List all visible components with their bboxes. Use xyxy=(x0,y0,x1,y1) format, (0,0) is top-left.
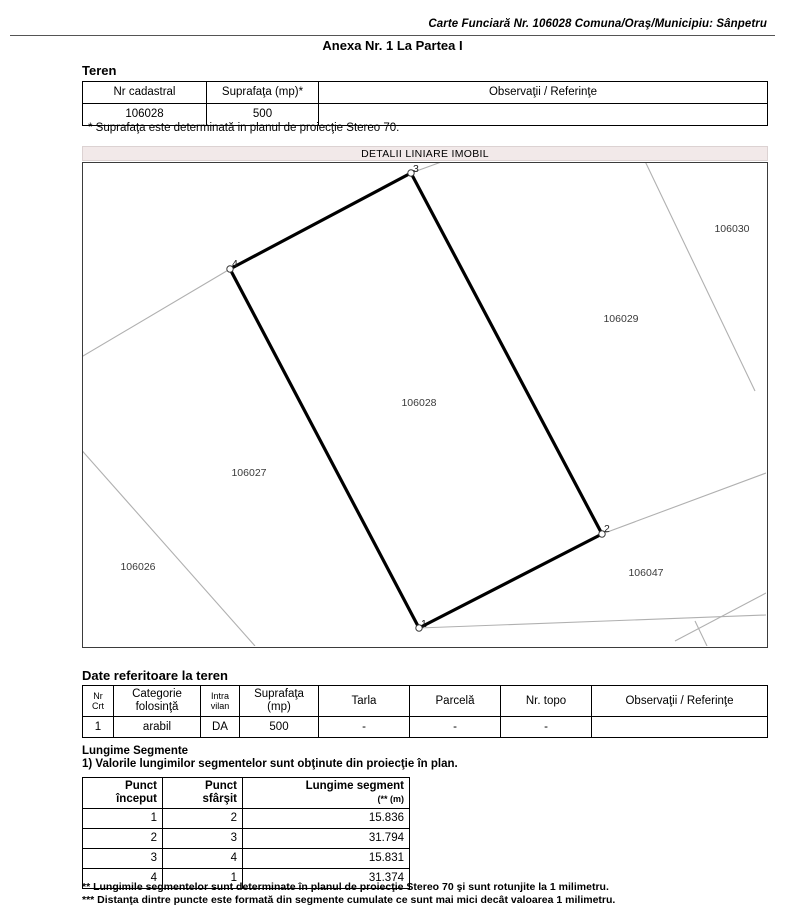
page-title: Anexa Nr. 1 La Partea I xyxy=(322,38,463,53)
col-punct-inceput-line1: Punct xyxy=(125,780,157,792)
col-categorie-line2: folosinţă xyxy=(135,701,179,714)
cell-punct-sfarsit: 4 xyxy=(163,849,243,869)
col-punct-sfarsit-line2: sfârşit xyxy=(202,793,237,806)
col-nr-crt-line1: Nr xyxy=(93,690,103,701)
col-punct-sfarsit-line1: Punct xyxy=(205,780,237,792)
cell-punct-inceput: 4 xyxy=(83,869,163,889)
parcel-label-106026: 106026 xyxy=(120,561,156,573)
parcel-label-106027: 106027 xyxy=(231,467,267,479)
table-header-row xyxy=(83,686,768,717)
col-tarla: Tarla xyxy=(319,686,410,717)
header-divider xyxy=(10,35,775,36)
parcel-label-106029: 106029 xyxy=(603,313,639,325)
col-punct-sfarsit xyxy=(163,778,243,809)
col-parcela: Parcelă xyxy=(410,686,501,717)
parcel-label-106030: 106030 xyxy=(714,223,750,235)
vertex-label-4: 4 xyxy=(232,258,238,270)
table-header-row xyxy=(83,778,410,809)
cell-punct-sfarsit: 1 xyxy=(163,869,243,889)
col-intravilan-line2: vilan xyxy=(210,701,230,712)
col-observatii-referinte: Observaţii / Referinţe xyxy=(592,686,768,717)
cell-punct-inceput: 3 xyxy=(83,849,163,869)
cell-lungime: 31.374 xyxy=(243,869,410,889)
col-nr-crt xyxy=(83,686,114,717)
cell-nr-cadastral: 106028 xyxy=(83,104,207,126)
parcel-label-106047: 106047 xyxy=(628,567,664,579)
table-header-row xyxy=(83,82,768,104)
col-suprafata-line1: Suprafaţa xyxy=(254,688,304,700)
teren-section-heading: Teren xyxy=(82,63,117,78)
col-lungime-segment xyxy=(243,778,410,809)
cell-suprafata: 500 xyxy=(207,104,319,126)
table-row xyxy=(83,717,768,738)
teren-footnote: * Suprafaţa este determinată in planul de proiecţie Stereo 70. xyxy=(88,122,400,134)
col-nr-crt-line2: Crt xyxy=(92,701,104,712)
cell-nr-crt: 1 xyxy=(83,717,114,738)
footnote-triple-asterisk: *** Distanţa dintre puncte este formată din segmente cumulate ce sunt mai mici decât valoarea 1 milimetru. xyxy=(82,894,616,906)
col-suprafata: Suprafaţa (mp)* xyxy=(207,82,319,104)
col-categorie-folosinta xyxy=(114,686,201,717)
cell-punct-sfarsit: 2 xyxy=(163,809,243,829)
teren-table xyxy=(82,81,768,126)
vertex-label-3: 3 xyxy=(413,163,419,175)
parcel-label-subject: 106028 xyxy=(401,397,437,409)
cell-observatii xyxy=(592,717,768,738)
cell-lungime: 15.836 xyxy=(243,809,410,829)
cadastral-map-frame xyxy=(82,162,768,648)
vertex-label-1: 1 xyxy=(421,618,427,630)
cell-punct-inceput: 1 xyxy=(83,809,163,829)
cell-punct-sfarsit: 3 xyxy=(163,829,243,849)
table-row xyxy=(83,809,410,829)
vertex-label-2: 2 xyxy=(604,523,610,535)
lungime-section-heading: Lungime Segmente xyxy=(82,745,189,757)
cell-tarla: - xyxy=(319,717,410,738)
cell-categorie: arabil xyxy=(114,717,201,738)
col-punct-inceput xyxy=(83,778,163,809)
col-suprafata-mp xyxy=(240,686,319,717)
cadastral-map-svg xyxy=(83,163,766,646)
col-intravilan-line1: Intra xyxy=(210,690,229,701)
map-banner-title: DETALII LINIARE IMOBIL xyxy=(82,146,768,161)
cell-intravilan: DA xyxy=(201,717,240,738)
cell-lungime: 31.794 xyxy=(243,829,410,849)
table-row xyxy=(83,829,410,849)
lungime-section-note: 1) Valorile lungimilor segmentelor sunt obţinute din proiecţie în plan. xyxy=(82,758,458,770)
col-lungime-line2: (** (m) xyxy=(377,794,404,805)
table-row xyxy=(83,849,410,869)
lungime-segmente-table xyxy=(82,777,410,889)
col-nr-topo: Nr. topo xyxy=(501,686,592,717)
col-lungime-line1: Lungime segment xyxy=(305,780,404,792)
col-nr-cadastral: Nr cadastral xyxy=(83,82,207,104)
col-observatii: Observaţii / Referinţe xyxy=(319,82,768,104)
cell-nr-topo: - xyxy=(501,717,592,738)
cell-suprafata: 500 xyxy=(240,717,319,738)
col-suprafata-line2: (mp) xyxy=(267,701,291,714)
cell-lungime: 15.831 xyxy=(243,849,410,869)
footnote-double-asterisk: ** Lungimile segmentelor sunt determinate în planul de proiecţie Stereo 70 şi sunt rotunjite la 1 milimetru. xyxy=(82,881,609,893)
carte-funciara-header: Carte Funciară Nr. 106028 Comuna/Oraş/Municipiu: Sânpetru xyxy=(428,18,767,30)
col-intravilan xyxy=(201,686,240,717)
date-teren-table xyxy=(82,685,768,738)
date-teren-section-heading: Date referitoare la teren xyxy=(82,668,228,683)
col-categorie-line1: Categorie xyxy=(132,688,182,700)
col-punct-inceput-line2: început xyxy=(116,793,157,806)
cell-parcela: - xyxy=(410,717,501,738)
cell-punct-inceput: 2 xyxy=(83,829,163,849)
